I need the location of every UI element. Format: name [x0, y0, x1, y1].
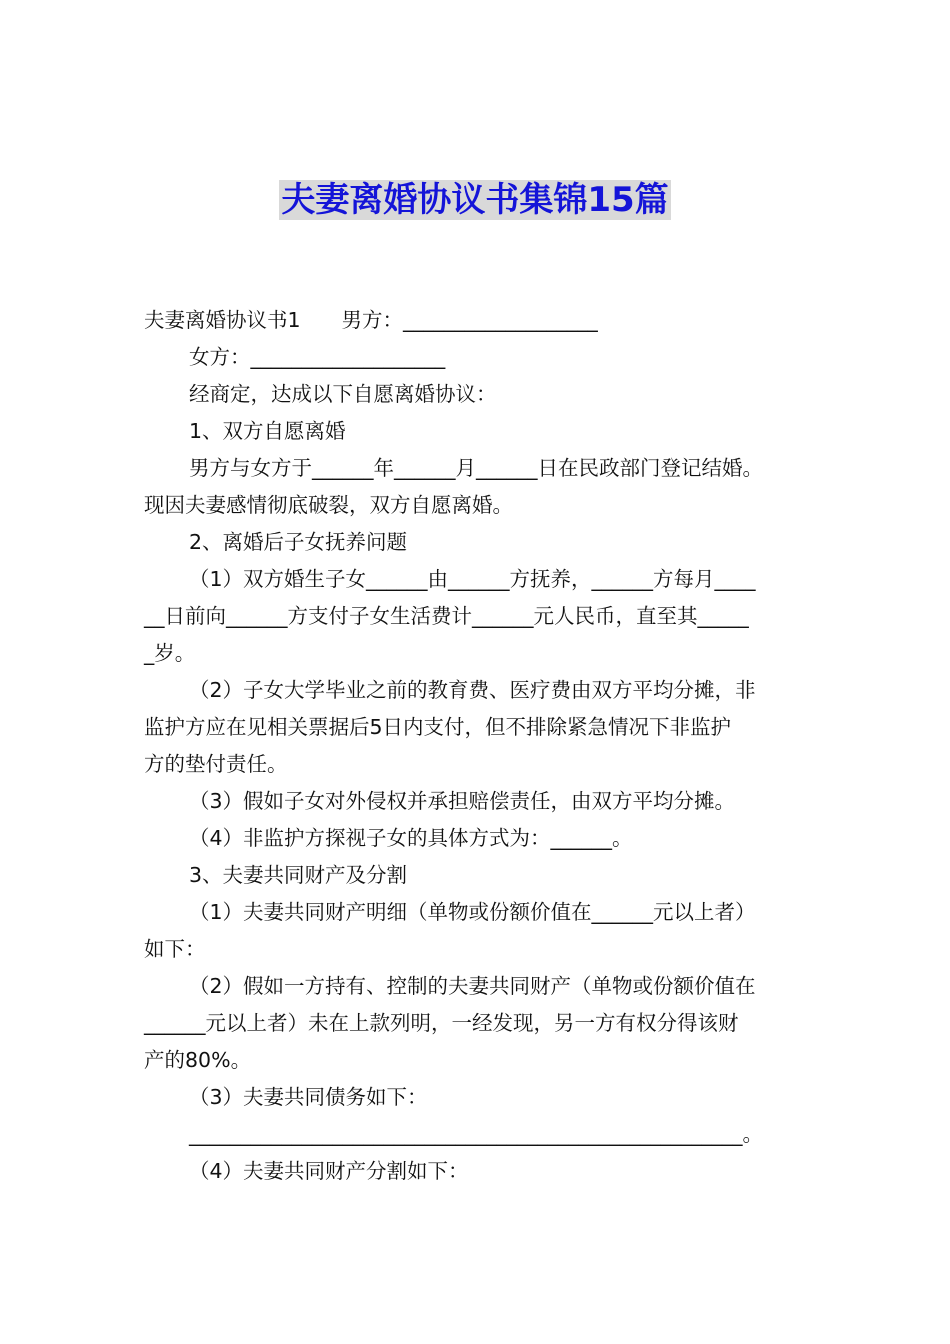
paragraph-line: 如下：	[144, 937, 206, 961]
paragraph-line: 男方与女方于______年______月______日在民政部门登记结婚。	[189, 456, 763, 480]
paragraph-line: （2）子女大学毕业之前的教育费、医疗费由双方平均分摊，非	[189, 678, 756, 702]
paragraph-line: 3、夫妻共同财产及分割	[189, 863, 408, 887]
document-body	[144, 302, 810, 1190]
paragraph-line: 经商定，达成以下自愿离婚协议：	[189, 382, 497, 406]
document-title-text: 夫妻离婚协议书集锦15篇	[281, 180, 669, 220]
paragraph-line: （1）双方婚生子女______由______方抚养，______方每月____	[189, 567, 756, 591]
paragraph-line: __日前向______方支付子女生活费计______元人民币，直至其_____	[144, 604, 749, 628]
paragraph-line: 2、离婚后子女抚养问题	[189, 530, 408, 554]
paragraph-line: _岁。	[144, 641, 196, 665]
paragraph-line: （4）夫妻共同财产分割如下：	[189, 1159, 469, 1183]
document-title	[0, 176, 950, 224]
paragraph-line: （3）假如子女对外侵权并承担赔偿责任，由双方平均分摊。	[189, 789, 736, 813]
paragraph-line: 夫妻离婚协议书1 男方：___________________	[144, 308, 598, 332]
paragraph-line: 监护方应在见相关票据后5日内支付，但不排除紧急情况下非监护	[144, 715, 732, 739]
paragraph-line: ______元以上者）未在上款列明，一经发现，另一方有权分得该财	[144, 1011, 739, 1035]
paragraph-line: 方的垫付责任。	[144, 752, 288, 776]
paragraph-line: （2）假如一方持有、控制的夫妻共同财产（单物或份额价值在	[189, 974, 756, 998]
paragraph-line: （1）夫妻共同财产明细（单物或份额价值在______元以上者）	[189, 900, 756, 924]
paragraph-line: 女方：___________________	[189, 345, 446, 369]
paragraph-line: 现因夫妻感情彻底破裂，双方自愿离婚。	[144, 493, 513, 517]
paragraph-line: 1、双方自愿离婚	[189, 419, 346, 443]
paragraph-line: 产的80%。	[144, 1048, 252, 1072]
paragraph-line: （4）非监护方探视子女的具体方式为：______。	[189, 826, 633, 850]
paragraph-line: （3）夫妻共同债务如下：	[189, 1085, 428, 1109]
paragraph-line: ______________________________________________________。	[189, 1122, 763, 1146]
